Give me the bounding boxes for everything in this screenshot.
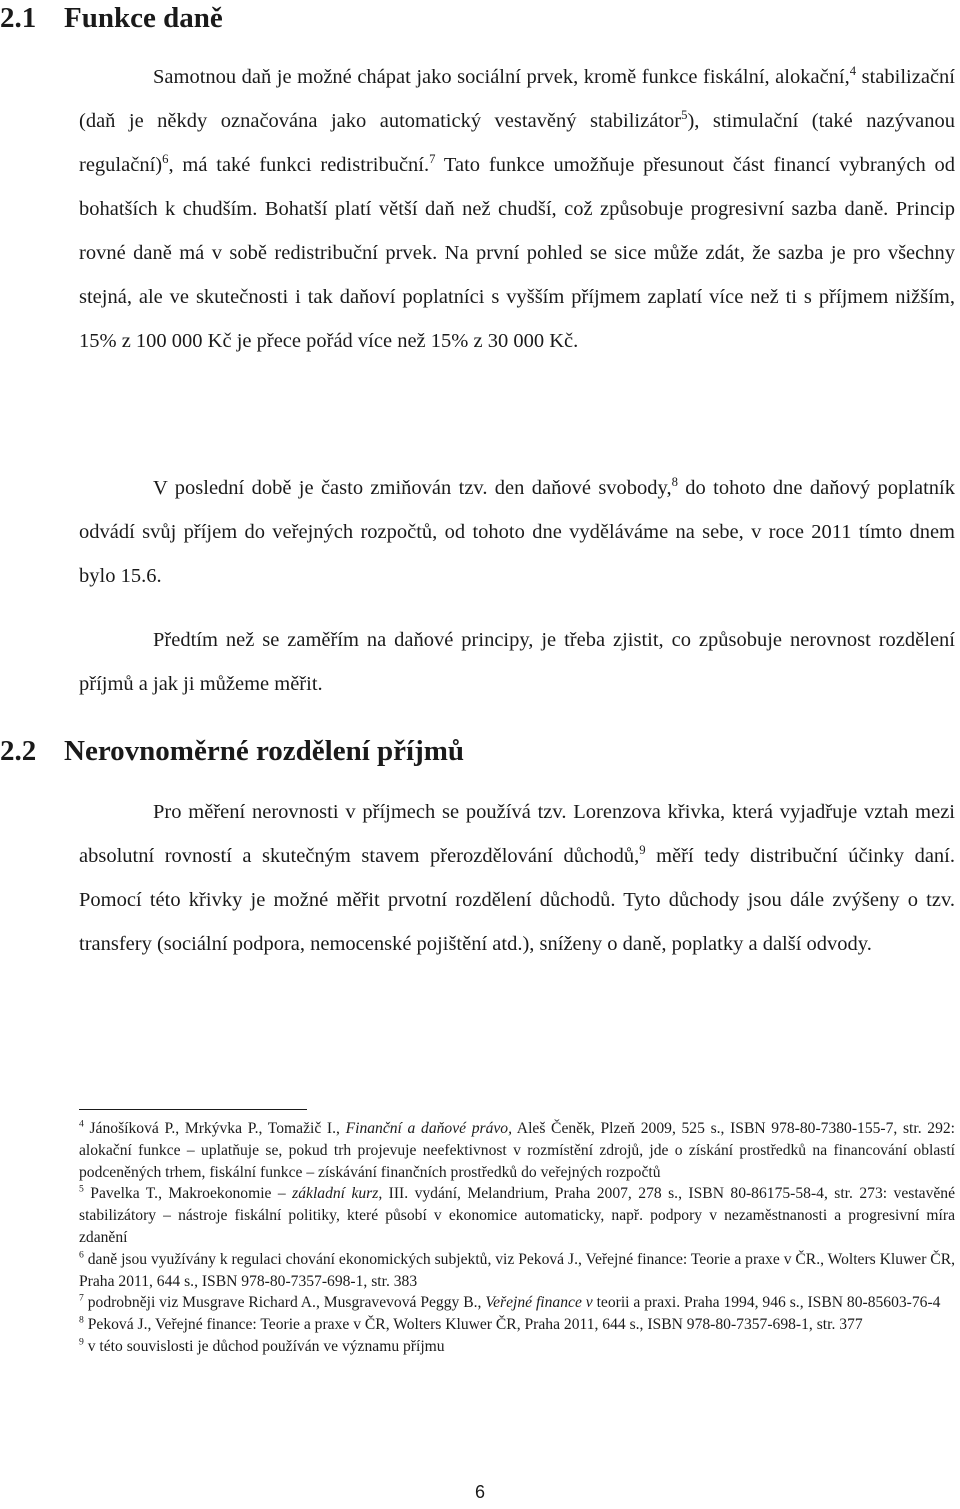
- footnote-7: $^7$ podrobněji viz Musgrave Richard A., Musgravevová Peggy B., Veřejné finance v teorii a praxi. Praha 1994, 946 s., ISBN 80-85603-76-4: [79, 1293, 941, 1312]
- footnote-4: $^4$ Jánošíková P., Mrkývka P., Tomažič I., Finanční a daňové právo, Aleš Čeněk, Plzeň 2009, 525 s., ISBN 978-80-7380-155-7, str. 292: alokační funkce – uplatňuje se, pokud trh projevuje neefektivnost v rozmístění zdrojů, jde o získání prostředků na financování oblastí podceněných trhem, fiskální funkce – získávání finančních prostředků do veřejných rozpočtů: [79, 1118, 955, 1181]
- footnote-ref-4: 4: [849, 63, 857, 78]
- section-number: 2.1: [0, 2, 37, 34]
- footnote-ref-9: 9: [639, 842, 646, 857]
- page-number: 6: [474, 1482, 485, 1502]
- footnotes: [79, 1118, 955, 1358]
- section-number: 2.2: [0, 735, 37, 767]
- footnote-ref-6: 6: [162, 151, 169, 166]
- paragraph-tax-principles-intro: Předtím než se zaměřím na daňové principy, je třeba zjistit, co způsobuje nerovnost rozdělení příjmů a jak ji můžeme měřit.: [79, 629, 955, 695]
- section-title: Funkce daně: [64, 2, 223, 34]
- section-title: Nerovnoměrné rozdělení příjmů: [64, 735, 465, 767]
- paragraph-tax-functions: Samotnou daň je možné chápat jako sociální prvek, kromě funkce fiskální, alokační,$^4$ stabilizační (daň je někdy označována jako automatický vestavěný stabilizátor$^5$), stimulační (také nazývanou regulační)$^6$, má také funkci redistribuční.$^7$ Tato funkce umožňuje přesunout část financí vybraných od bohatších k chudším. Bohatší platí větší daň než chudší, což způsobuje progresivní sazba daně. Princip rovné daně má v sobě redistribuční prvek. Na první pohled se sice může zdát, že sazba je pro všechny stejná, ale ve skutečnosti i tak daňoví poplatníci s vyšším příjmem zaplatí více než ti s příjmem nižším, 15% z 100 000 Kč je přece pořád více než 15% z 30 000 Kč.: [79, 63, 956, 352]
- footnote-ref-8: 8: [671, 474, 678, 489]
- footnote-ref-7: 7: [429, 151, 436, 166]
- paragraph-tax-freedom-day: V poslední době je často zmiňován tzv. den daňové svobody,$^8$ do tohoto dne daňový poplatník odvádí svůj příjem do veřejných rozpočtů, od tohoto dne vyděláváme na sebe, v roce 2011 tímto dnem bylo 15.6.: [79, 474, 955, 587]
- footnote-8: $^8$ Peková J., Veřejné finance: Teorie a praxe v ČR, Wolters Kluwer ČR, Praha 2011, 644 s., ISBN 978-80-7357-698-1, str. 377: [79, 1314, 863, 1334]
- footnote-ref-5: 5: [681, 107, 688, 122]
- section-heading-nerovnomerne: [0, 733, 464, 769]
- footnote-9: $^9$ v této souvislosti je důchod používán ve významu příjmu: [79, 1336, 445, 1355]
- footnote-separator: [79, 1109, 307, 1110]
- footnote-5: $^5$ Pavelka T., Makroekonomie – základní kurz, III. vydání, Melandrium, Praha 2007, 278 s., ISBN 80-86175-58-4, str. 273: vestavěné stabilizátory – nástroje fiskální politiky, které působí v ekonomice automaticky, např. podpory v nezaměstnanosti a progresivní míra zdanění: [79, 1184, 956, 1246]
- section-heading-funkce-dane: [0, 0, 223, 36]
- footnote-6: $^6$ daně jsou využívány k regulaci chování ekonomických subjektů, viz Peková J., Veřejné finance: Teorie a praxe v ČR., Wolters Kluwer ČR, Praha 2011, 644 s., ISBN 978-80-7357-698-1, str. 383: [79, 1249, 955, 1290]
- paragraph-lorenz-curve: Pro měření nerovnosti v příjmech se používá tzv. Lorenzova křivka, která vyjadřuje vztah mezi absolutní rovností a skutečným stavem přerozdělování důchodů,$^9$ měří tedy distribuční účinky daní. Pomocí této křivky je možné měřit prvotní rozdělení důchodů. Tyto důchody jsou dále zvýšeny o tzv. transfery (sociální podpora, nemocenské pojištění atd.), sníženy o daně, poplatky a další odvody.: [79, 801, 955, 955]
